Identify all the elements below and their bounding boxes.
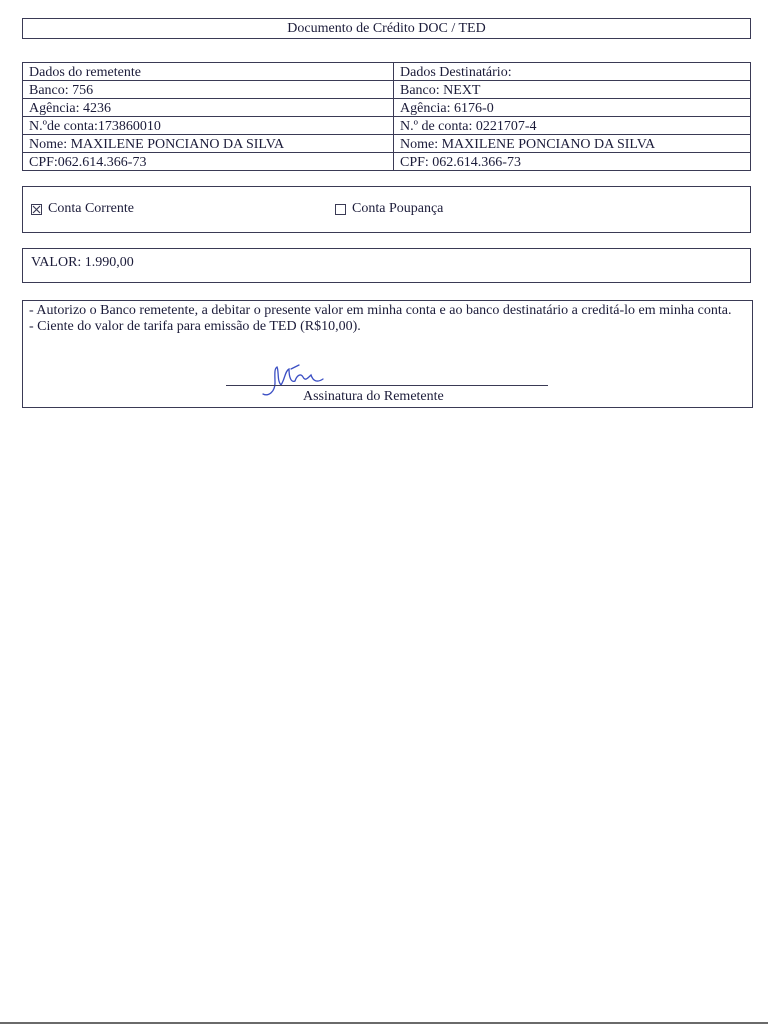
valor-text: VALOR: 1.990,00 — [31, 255, 134, 270]
recipient-account: N.º de conta: 0221707-4 — [394, 117, 751, 135]
table-row — [23, 81, 751, 99]
sender-agency: Agência: 4236 — [23, 99, 394, 117]
recipient-bank: Banco: NEXT — [394, 81, 751, 99]
document-title: Documento de Crédito DOC / TED — [22, 18, 751, 39]
sender-header: Dados do remetente — [23, 63, 394, 81]
signature-line — [226, 385, 548, 386]
option-conta-poupanca[interactable] — [335, 201, 443, 217]
sender-account: N.ºde conta:173860010 — [23, 117, 394, 135]
sender-cpf: CPF:062.614.366-73 — [23, 153, 394, 171]
account-type-box — [22, 186, 751, 233]
conta-poupanca-label: Conta Poupança — [352, 201, 444, 216]
empty-box-icon[interactable] — [335, 204, 346, 215]
sender-name: Nome: MAXILENE PONCIANO DA SILVA — [23, 135, 394, 153]
authorization-line-2: - Ciente do valor de tarifa para emissão de TED (R$10,00). — [29, 319, 361, 334]
recipient-agency: Agência: 6176-0 — [394, 99, 751, 117]
option-conta-corrente[interactable] — [31, 201, 134, 217]
signature-label: Assinatura do Remetente — [303, 389, 444, 404]
table-row — [23, 135, 751, 153]
recipient-header: Dados Destinatário: — [394, 63, 751, 81]
table-row — [23, 63, 751, 81]
sender-bank: Banco: 756 — [23, 81, 394, 99]
bank-data-table — [22, 62, 751, 171]
valor-box — [22, 248, 751, 283]
authorization-line-1: - Autorizo o Banco remetente, a debitar o presente valor em minha conta e ao banco destinatário a creditá-lo em minha conta. — [29, 303, 732, 318]
table-row — [23, 99, 751, 117]
conta-corrente-label: Conta Corrente — [48, 201, 134, 216]
authorization-box — [22, 300, 753, 408]
table-row — [23, 117, 751, 135]
x-box-icon[interactable] — [31, 204, 42, 215]
table-row — [23, 153, 751, 171]
recipient-name: Nome: MAXILENE PONCIANO DA SILVA — [394, 135, 751, 153]
recipient-cpf: CPF: 062.614.366-73 — [394, 153, 751, 171]
